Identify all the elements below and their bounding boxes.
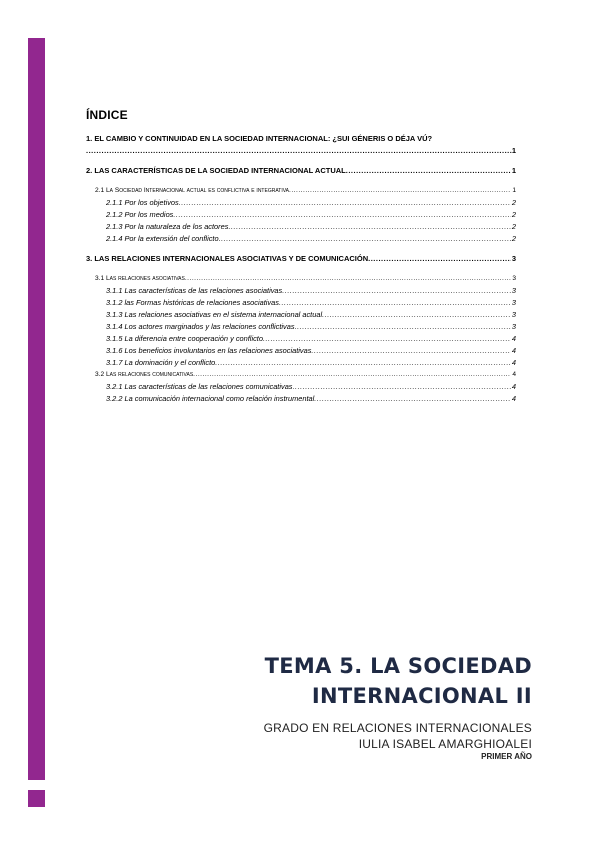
toc-entry-text: 2.1.2 Por los medios <box>106 210 174 219</box>
toc-entry-section-3-1[interactable] <box>86 273 516 285</box>
toc-entry-section-3-2[interactable] <box>86 369 516 381</box>
toc-entry-page: 2 <box>511 234 516 243</box>
toc-leader-dots <box>282 285 511 297</box>
toc-entry-text: 3.2.2 La comunicación internacional como relación instrumental <box>106 394 315 403</box>
toc-leader-dots <box>289 185 511 197</box>
toc-entry-section-3-1-5[interactable] <box>86 333 516 345</box>
toc-entry-page: 2 <box>511 210 516 219</box>
toc-entry-text: 2.1.1 Por los objetivos <box>106 198 179 207</box>
toc-entry-page: 3 <box>511 254 516 263</box>
document-title-line-1: TEMA 5. LA SOCIEDAD <box>264 654 532 678</box>
toc-leader-dots <box>368 253 511 265</box>
toc-entry-section-3-2-1[interactable] <box>86 381 516 393</box>
toc-entry-section-2-1-1[interactable] <box>86 197 516 209</box>
toc-entry-page: 1 <box>511 146 516 155</box>
toc-entry-text: 3.1 Las relaciones asociativas <box>95 275 185 282</box>
toc-entry-section-3-1-6[interactable] <box>86 345 516 357</box>
toc-leader-dots <box>86 145 512 157</box>
toc-entry-text: 3.1.4 Los actores marginados y las relaciones conflictivas <box>106 322 295 331</box>
table-of-contents <box>86 108 516 405</box>
toc-leader-dots <box>263 333 511 345</box>
toc-leader-dots <box>295 321 511 333</box>
toc-entry-page: 3 <box>511 298 516 307</box>
toc-entry-text: 3. LAS RELACIONES INTERNACIONALES ASOCIATIVAS Y DE COMUNICACIÓN <box>86 254 369 263</box>
toc-leader-dots <box>314 393 511 405</box>
toc-entry-text: 3.1.2 las Formas históricas de relaciones asociativas <box>106 298 279 307</box>
toc-leader-dots <box>228 221 510 233</box>
degree-subtitle: GRADO EN RELACIONES INTERNACIONALES <box>263 721 532 735</box>
toc-leader-dots <box>185 273 511 285</box>
toc-entry-page: 3 <box>512 275 516 282</box>
course-year: PRIMER AÑO <box>481 752 532 761</box>
document-title-line-2: INTERNACIONAL II <box>311 684 532 708</box>
toc-leader-dots <box>279 297 511 309</box>
author-name: IULIA ISABEL AMARGHIOALEI <box>358 737 532 751</box>
toc-entry-page: 4 <box>511 382 516 391</box>
toc-entry-page: 4 <box>512 371 516 378</box>
toc-entry-page: 3 <box>511 286 516 295</box>
toc-leader-dots <box>173 209 511 221</box>
toc-entry-text: 3.1.6 Los beneficios involuntarios en las relaciones asociativas <box>106 346 312 355</box>
accent-side-bar <box>28 38 45 780</box>
toc-leader-dots <box>293 381 511 393</box>
toc-entry-page: 1 <box>511 166 516 175</box>
toc-entry-section-3-1-3[interactable] <box>86 309 516 321</box>
toc-entry-text: 3.1.3 Las relaciones asociativas en el sistema internacional actual <box>106 310 323 319</box>
toc-entry-page: 4 <box>511 358 516 367</box>
toc-entry-text: 3.1.1 Las características de las relaciones asociativas <box>106 286 283 295</box>
toc-leader-dots <box>179 197 511 209</box>
toc-leader-dots <box>219 233 511 245</box>
toc-entry-text: 1. EL CAMBIO Y CONTINUIDAD EN LA SOCIEDAD INTERNACIONAL: ¿SUI GÉNERIS O DÉJA VÚ? <box>86 134 433 143</box>
toc-entry-text: 3.2.1 Las características de las relaciones comunicativas <box>106 382 293 391</box>
toc-entry-section-2-1-2[interactable] <box>86 209 516 221</box>
toc-entry-section-3-1-2[interactable] <box>86 297 516 309</box>
toc-entry-page: 3 <box>511 322 516 331</box>
toc-entry-page: 1 <box>512 187 516 194</box>
toc-entry-text: 2.1 La Sociedad Internacional actual es conflictiva e integrativa <box>95 187 290 194</box>
toc-entry-text: 2.1.3 Por la naturaleza de los actores <box>106 222 229 231</box>
accent-footer-square <box>28 790 45 807</box>
toc-entry-page: 4 <box>511 394 516 403</box>
toc-leader-dots <box>215 357 511 369</box>
toc-entry-page: 2 <box>511 222 516 231</box>
toc-entry-text: 3.1.5 La diferencia entre cooperación y conflicto <box>106 334 263 343</box>
toc-entry-text: 2. LAS CARACTERÍSTICAS DE LA SOCIEDAD INTERNACIONAL ACTUAL <box>86 166 346 175</box>
toc-entry-section-3-1-7[interactable] <box>86 357 516 369</box>
cover-title-block <box>264 651 532 761</box>
toc-entry-section-1[interactable] <box>86 133 516 157</box>
toc-leader-dots <box>322 309 511 321</box>
toc-entry-page: 4 <box>511 346 516 355</box>
toc-entry-section-2[interactable] <box>86 165 516 177</box>
toc-entry-section-3-1-4[interactable] <box>86 321 516 333</box>
toc-entry-text: 3.2 Las relaciones comunicativas <box>95 371 194 378</box>
toc-leader-dots <box>193 369 511 381</box>
toc-entry-page: 3 <box>511 310 516 319</box>
toc-entry-section-2-1[interactable] <box>86 185 516 197</box>
toc-heading: ÍNDICE <box>86 108 128 122</box>
toc-entry-page: 4 <box>511 334 516 343</box>
toc-entry-page: 2 <box>511 198 516 207</box>
toc-entry-section-2-1-3[interactable] <box>86 221 516 233</box>
toc-entry-section-2-1-4[interactable] <box>86 233 516 245</box>
toc-entry-section-3[interactable] <box>86 253 516 265</box>
toc-entry-section-3-2-2[interactable] <box>86 393 516 405</box>
toc-leader-dots <box>346 165 511 177</box>
toc-entry-text: 3.1.7 La dominación y el conflicto <box>106 358 216 367</box>
toc-entry-text: 2.1.4 Por la extensión del conflicto <box>106 234 219 243</box>
toc-entry-section-3-1-1[interactable] <box>86 285 516 297</box>
toc-leader-dots <box>311 345 510 357</box>
